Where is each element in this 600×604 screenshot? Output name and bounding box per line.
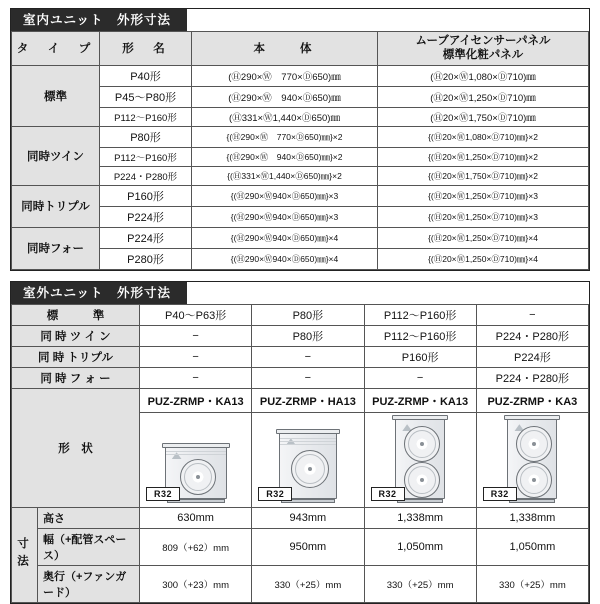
cell-triple-1: − [140,346,252,367]
dim-depth-1: 300（+23）mm [140,565,252,602]
dimension-group-label [12,507,38,602]
unit-shape-cell-4 [476,388,588,507]
indoor-unit-section [10,8,590,271]
cell-panel: {(Ⓗ20×Ⓦ1,250×Ⓓ710)㎜}×4 [378,227,589,248]
cell-triple-4: P224形 [476,346,588,367]
shape-row [12,388,589,507]
cell-standard-1: P40〜P63形 [140,304,252,325]
dim-height-3: 1,338mm [364,507,476,528]
row-type-standard: 標準 [12,65,100,126]
unit-illustration-2 [252,413,363,505]
cell-body: {(Ⓗ290×Ⓦ 940×Ⓓ650)㎜}×2 [192,147,378,166]
table-row [12,227,589,248]
header-panel-line1: ムーブアイセンサーパネル [415,35,551,47]
table-row [12,507,589,528]
table-row [12,65,589,86]
indoor-dimensions-table [11,31,589,270]
indoor-title-bar [10,8,590,31]
table-row [12,126,589,147]
table-row [12,304,589,325]
cell-panel: (Ⓗ20×Ⓦ1,250×Ⓓ710)㎜ [378,86,589,107]
cell-panel: (Ⓗ20×Ⓦ1,080×Ⓓ710)㎜ [378,65,589,86]
table-row [12,185,589,206]
table-header-row [12,32,589,66]
row-label-standard: 標 準 [12,304,140,325]
header-panel-line2: 標準化粧パネル [442,49,524,62]
cell-standard-4: − [476,304,588,325]
cell-model: P224形 [100,206,192,227]
cell-model: P80形 [100,126,192,147]
cell-twin-3: P112〜P160形 [364,325,476,346]
dim-label-width: 幅（+配管スペース） [38,528,140,565]
cell-panel: {(Ⓗ20×Ⓦ1,250×Ⓓ710)㎜}×2 [378,147,589,166]
header-type: タ イ プ [12,32,100,66]
dim-height-4: 1,338mm [476,507,588,528]
dim-height-1: 630mm [140,507,252,528]
cell-model: P40形 [100,65,192,86]
cell-model: P160形 [100,185,192,206]
outdoor-unit-section [10,281,590,604]
unit-model-1: PUZ-ZRMP・KA13 [140,390,251,413]
header-body: 本 体 [192,32,378,66]
refrigerant-badge: R32 [371,487,405,501]
dimension-label-vertical: 寸法 [16,537,28,573]
cell-model: P112〜P160形 [100,147,192,166]
row-type-four: 同時フォー [12,227,100,269]
cell-panel: {(Ⓗ20×Ⓦ1,250×Ⓓ710)㎜}×3 [378,185,589,206]
cell-model: P224形 [100,227,192,248]
row-type-triple: 同時トリプル [12,185,100,227]
cell-model: P224・P280形 [100,166,192,185]
row-type-twin: 同時ツイン [12,126,100,185]
unit-illustration-3 [365,413,476,505]
cell-panel: {(Ⓗ20×Ⓦ1,250×Ⓓ710)㎜}×3 [378,206,589,227]
dim-depth-3: 330（+25）mm [364,565,476,602]
outdoor-section-title: 室外ユニット 外形寸法 [11,282,187,304]
table-row [12,565,589,602]
unit-shape-cell-1 [140,388,252,507]
unit-shape-cell-2 [252,388,364,507]
cell-body: {(Ⓗ290×Ⓦ940×Ⓓ650)㎜}×3 [192,185,378,206]
indoor-table-wrap [10,31,590,271]
cell-triple-2: − [252,346,364,367]
cell-panel: {(Ⓗ20×Ⓦ1,750×Ⓓ710)㎜}×2 [378,166,589,185]
cell-standard-3: P112〜P160形 [364,304,476,325]
cell-twin-4: P224・P280形 [476,325,588,346]
dim-height-2: 943mm [252,507,364,528]
unit-illustration-4 [477,413,588,505]
unit-illustration-1 [140,413,251,505]
dim-label-height: 高さ [38,507,140,528]
cell-panel: {(Ⓗ20×Ⓦ1,080×Ⓓ710)㎜}×2 [378,126,589,147]
row-label-four: 同 時 フ ォ ー [12,367,140,388]
cell-four-2: − [252,367,364,388]
outdoor-title-bar [10,281,590,304]
cell-body: {(Ⓗ290×Ⓦ940×Ⓓ650)㎜}×4 [192,248,378,269]
cell-body: {(Ⓗ290×Ⓦ940×Ⓓ650)㎜}×4 [192,227,378,248]
dim-width-4: 1,050mm [476,528,588,565]
outdoor-dimensions-table [11,304,589,603]
cell-model: P45〜P80形 [100,86,192,107]
dim-label-depth: 奥行（+ファンガード） [38,565,140,602]
table-row [12,367,589,388]
cell-triple-3: P160形 [364,346,476,367]
cell-body: (Ⓗ290×Ⓦ 940×Ⓓ650)㎜ [192,86,378,107]
cell-body: {(Ⓗ290×Ⓦ940×Ⓓ650)㎜}×3 [192,206,378,227]
header-model: 形 名 [100,32,192,66]
row-label-twin: 同 時 ツ イ ン [12,325,140,346]
refrigerant-badge: R32 [483,487,517,501]
row-label-triple: 同 時 トリプル [12,346,140,367]
dim-width-2: 950mm [252,528,364,565]
cell-four-1: − [140,367,252,388]
refrigerant-badge: R32 [146,487,180,501]
dim-width-3: 1,050mm [364,528,476,565]
refrigerant-badge: R32 [258,487,292,501]
dim-depth-2: 330（+25）mm [252,565,364,602]
row-label-shape: 形 状 [12,388,140,507]
cell-panel: (Ⓗ20×Ⓦ1,750×Ⓓ710)㎜ [378,107,589,126]
cell-body: {(Ⓗ290×Ⓦ 770×Ⓓ650)㎜}×2 [192,126,378,147]
header-panel [378,32,589,66]
unit-model-4: PUZ-ZRMP・KA3 [477,390,588,413]
cell-body: (Ⓗ331×Ⓦ1,440×Ⓓ650)㎜ [192,107,378,126]
cell-standard-2: P80形 [252,304,364,325]
cell-panel: {(Ⓗ20×Ⓦ1,250×Ⓓ710)㎜}×4 [378,248,589,269]
table-row [12,346,589,367]
dim-width-1: 809（+62）mm [140,528,252,565]
cell-model: P112〜P160形 [100,107,192,126]
unit-model-2: PUZ-ZRMP・HA13 [252,390,363,413]
dim-depth-4: 330（+25）mm [476,565,588,602]
table-row [12,325,589,346]
cell-body: {(Ⓗ331×Ⓦ1,440×Ⓓ650)㎜}×2 [192,166,378,185]
cell-twin-2: P80形 [252,325,364,346]
cell-twin-1: − [140,325,252,346]
table-row [12,528,589,565]
cell-four-4: P224・P280形 [476,367,588,388]
cell-body: (Ⓗ290×Ⓦ 770×Ⓓ650)㎜ [192,65,378,86]
unit-shape-cell-3 [364,388,476,507]
indoor-section-title: 室内ユニット 外形寸法 [11,9,187,31]
cell-model: P280形 [100,248,192,269]
unit-model-3: PUZ-ZRMP・KA13 [365,390,476,413]
outdoor-table-wrap [10,304,590,604]
cell-four-3: − [364,367,476,388]
